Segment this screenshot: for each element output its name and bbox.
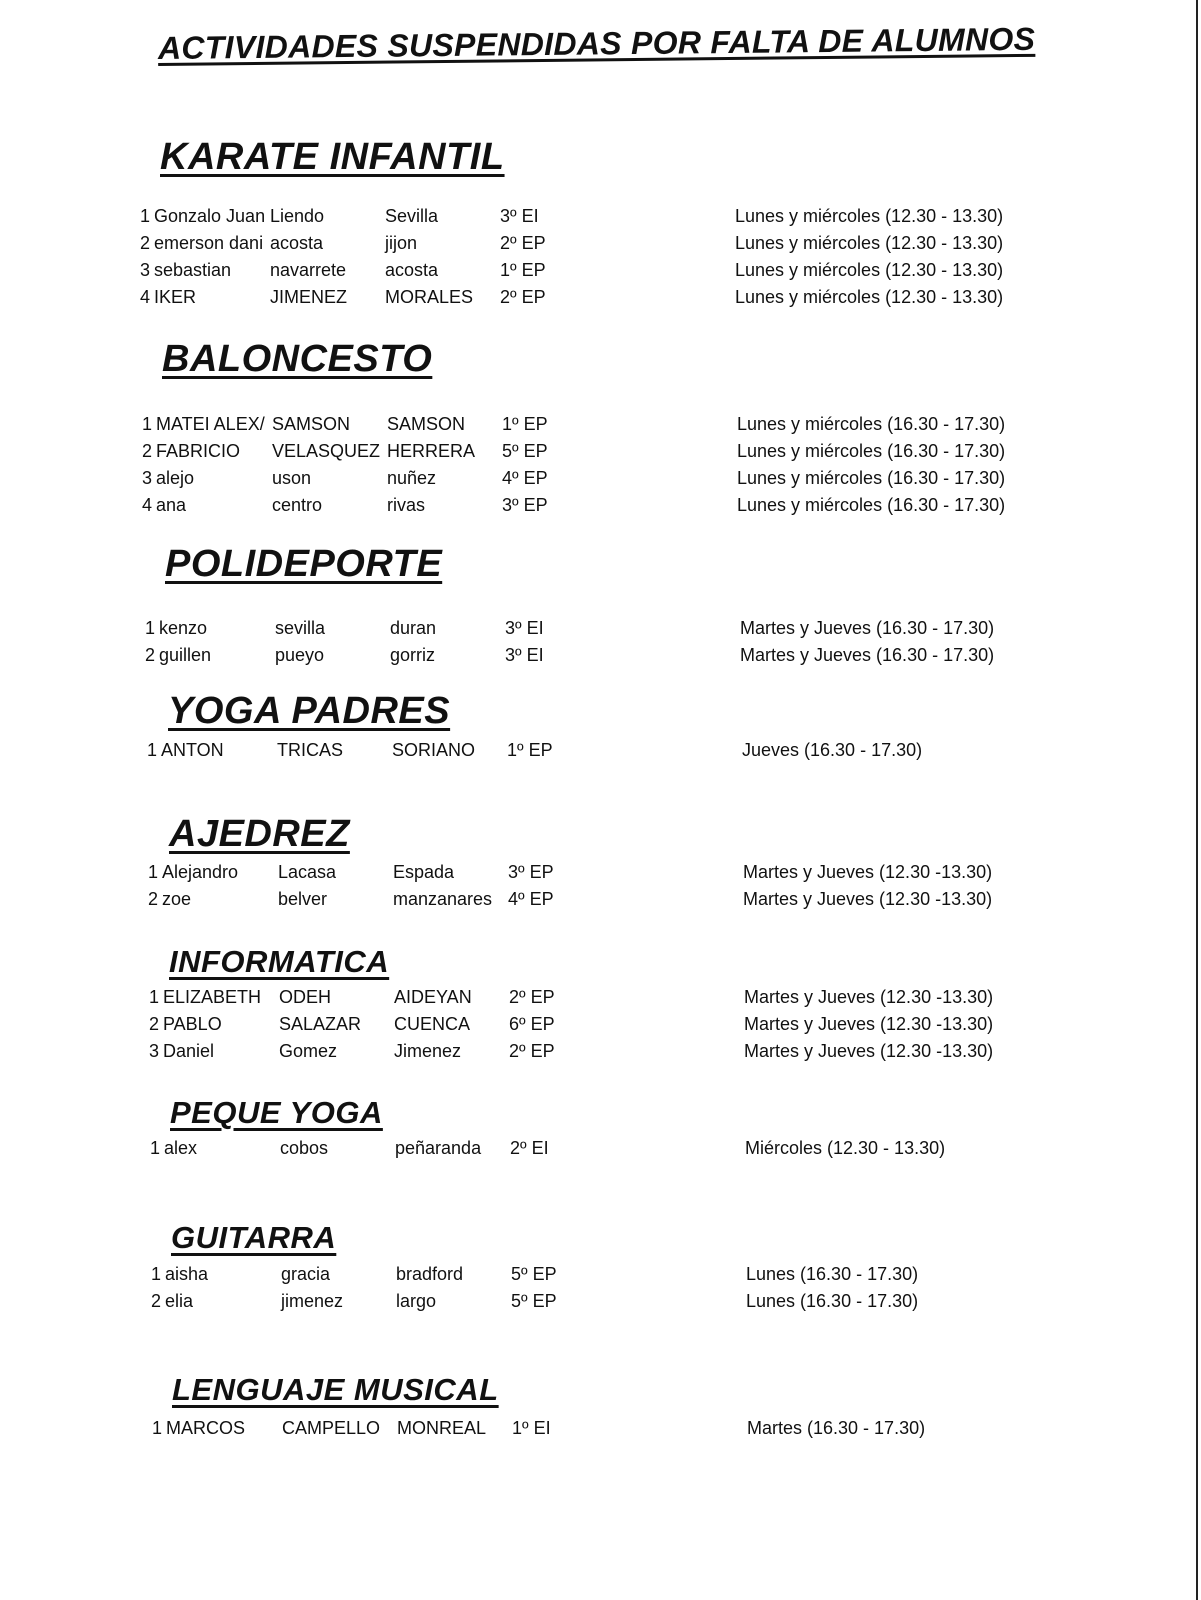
- cell-course: 3º EP: [502, 495, 548, 515]
- cell-n: 2: [149, 1014, 160, 1034]
- cell-schedule: Martes y Jueves (12.30 -13.30): [743, 862, 993, 882]
- cell-schedule: Martes y Jueves (16.30 - 17.30): [740, 618, 995, 638]
- cell-n: 1: [151, 1264, 162, 1284]
- cell-last2: SORIANO: [392, 740, 476, 760]
- cell-first: IKER: [154, 287, 197, 307]
- section-title: KARATE INFANTIL: [160, 136, 505, 178]
- cell-schedule: Jueves (16.30 - 17.30): [742, 740, 923, 760]
- cell-first: Daniel: [163, 1041, 215, 1061]
- student-row: [145, 618, 1045, 645]
- section-title: PEQUE YOGA: [170, 1095, 383, 1130]
- cell-course: 1º EP: [507, 740, 553, 760]
- cell-first: MATEI ALEX/: [156, 414, 265, 434]
- cell-schedule: Lunes y miércoles (16.30 - 17.30): [737, 495, 1006, 515]
- cell-last1: centro: [272, 495, 323, 515]
- cell-first: MARCOS: [166, 1418, 246, 1438]
- cell-course: 1º EI: [512, 1418, 551, 1438]
- cell-last2: SAMSON: [387, 414, 466, 434]
- cell-last1: SALAZAR: [279, 1014, 362, 1034]
- cell-last1: sevilla: [275, 618, 326, 638]
- cell-n: 3: [140, 260, 151, 280]
- cell-last2: HERRERA: [387, 441, 476, 461]
- student-list: [152, 1418, 1052, 1445]
- cell-first: guillen: [159, 645, 212, 665]
- student-row: [140, 233, 1040, 260]
- cell-schedule: Martes (16.30 - 17.30): [747, 1418, 926, 1438]
- cell-course: 6º EP: [509, 1014, 555, 1034]
- scan-edge: [1196, 0, 1198, 1600]
- cell-last2: peñaranda: [395, 1138, 482, 1158]
- cell-schedule: Lunes (16.30 - 17.30): [746, 1264, 919, 1284]
- cell-course: 2º EP: [509, 1041, 555, 1061]
- student-row: [142, 495, 1042, 522]
- cell-n: 3: [142, 468, 153, 488]
- student-row: [142, 441, 1042, 468]
- cell-last1: uson: [272, 468, 312, 488]
- cell-first: alejo: [156, 468, 195, 488]
- cell-last2: nuñez: [387, 468, 437, 488]
- cell-last1: JIMENEZ: [270, 287, 348, 307]
- cell-last1: cobos: [280, 1138, 329, 1158]
- cell-last2: Espada: [393, 862, 455, 882]
- cell-first: kenzo: [159, 618, 208, 638]
- cell-last2: AIDEYAN: [394, 987, 472, 1007]
- cell-last2: manzanares: [393, 889, 493, 909]
- cell-schedule: Martes y Jueves (12.30 -13.30): [744, 1041, 994, 1061]
- cell-last1: acosta: [270, 233, 324, 253]
- student-list: [142, 414, 1042, 522]
- cell-n: 1: [140, 206, 151, 226]
- section-title: BALONCESTO: [162, 338, 433, 380]
- cell-last1: CAMPELLO: [282, 1418, 381, 1438]
- cell-first: aisha: [165, 1264, 209, 1284]
- cell-schedule: Martes y Jueves (12.30 -13.30): [744, 1014, 994, 1034]
- cell-first: Alejandro: [162, 862, 239, 882]
- cell-course: 3º EI: [505, 645, 544, 665]
- cell-course: 2º EP: [500, 233, 546, 253]
- cell-schedule: Martes y Jueves (16.30 - 17.30): [740, 645, 995, 665]
- cell-first: ana: [156, 495, 187, 515]
- student-row: [149, 987, 1049, 1014]
- cell-schedule: Lunes y miércoles (16.30 - 17.30): [737, 468, 1006, 488]
- section-title: INFORMATICA: [169, 944, 390, 979]
- section-title: POLIDEPORTE: [165, 543, 443, 585]
- student-row: [151, 1264, 1051, 1291]
- cell-schedule: Lunes (16.30 - 17.30): [746, 1291, 919, 1311]
- cell-schedule: Lunes y miércoles (12.30 - 13.30): [735, 233, 1004, 253]
- cell-course: 4º EP: [508, 889, 554, 909]
- cell-course: 2º EI: [510, 1138, 549, 1158]
- cell-last2: gorriz: [390, 645, 436, 665]
- cell-n: 1: [149, 987, 160, 1007]
- student-row: [140, 287, 1040, 314]
- cell-first: alex: [164, 1138, 198, 1158]
- student-row: [149, 1041, 1049, 1068]
- cell-first: PABLO: [163, 1014, 222, 1034]
- cell-last1: ODEH: [279, 987, 332, 1007]
- cell-n: 2: [145, 645, 156, 665]
- section-title: YOGA PADRES: [168, 690, 451, 732]
- cell-course: 3º EI: [505, 618, 544, 638]
- cell-last2: duran: [390, 618, 437, 638]
- cell-course: 5º EP: [511, 1264, 557, 1284]
- cell-last1: jimenez: [281, 1291, 344, 1311]
- student-row: [149, 1014, 1049, 1041]
- student-row: [145, 645, 1045, 672]
- student-row: [148, 889, 1048, 916]
- cell-first: Gonzalo Juan: [154, 206, 266, 226]
- cell-n: 1: [145, 618, 156, 638]
- section-title: GUITARRA: [171, 1220, 337, 1255]
- cell-n: 4: [140, 287, 151, 307]
- cell-n: 4: [142, 495, 153, 515]
- student-list: [149, 987, 1049, 1068]
- cell-last1: belver: [278, 889, 328, 909]
- cell-n: 3: [149, 1041, 160, 1061]
- cell-first: emerson dani: [154, 233, 264, 253]
- student-list: [148, 862, 1048, 916]
- cell-course: 5º EP: [511, 1291, 557, 1311]
- cell-course: 4º EP: [502, 468, 548, 488]
- student-row: [140, 206, 1040, 233]
- cell-course: 3º EI: [500, 206, 539, 226]
- student-row: [142, 468, 1042, 495]
- cell-last2: largo: [396, 1291, 437, 1311]
- cell-schedule: Lunes y miércoles (12.30 - 13.30): [735, 260, 1004, 280]
- cell-last2: Sevilla: [385, 206, 439, 226]
- student-list: [151, 1264, 1051, 1318]
- cell-n: 2: [151, 1291, 162, 1311]
- cell-last1: Gomez: [279, 1041, 338, 1061]
- student-row: [151, 1291, 1051, 1318]
- cell-schedule: Martes y Jueves (12.30 -13.30): [743, 889, 993, 909]
- student-row: [152, 1418, 1052, 1445]
- cell-course: 2º EP: [509, 987, 555, 1007]
- cell-n: 1: [148, 862, 159, 882]
- student-list: [145, 618, 1045, 672]
- cell-last1: SAMSON: [272, 414, 351, 434]
- cell-course: 2º EP: [500, 287, 546, 307]
- cell-schedule: Miércoles (12.30 - 13.30): [745, 1138, 946, 1158]
- section-title: LENGUAJE MUSICAL: [172, 1372, 499, 1407]
- cell-n: 2: [140, 233, 151, 253]
- cell-last2: rivas: [387, 495, 426, 515]
- cell-course: 5º EP: [502, 441, 548, 461]
- cell-last1: VELASQUEZ: [272, 441, 381, 461]
- cell-last2: Jimenez: [394, 1041, 462, 1061]
- cell-last1: navarrete: [270, 260, 347, 280]
- document-title: ACTIVIDADES SUSPENDIDAS POR FALTA DE ALUMNOS: [157, 20, 1036, 66]
- cell-last2: jijon: [385, 233, 418, 253]
- cell-first: elia: [165, 1291, 194, 1311]
- cell-first: zoe: [162, 889, 192, 909]
- cell-first: FABRICIO: [156, 441, 241, 461]
- student-list: [140, 206, 1040, 314]
- cell-n: 1: [150, 1138, 161, 1158]
- cell-course: 1º EP: [502, 414, 548, 434]
- cell-last2: CUENCA: [394, 1014, 471, 1034]
- cell-course: 1º EP: [500, 260, 546, 280]
- cell-schedule: Lunes y miércoles (12.30 - 13.30): [735, 206, 1004, 226]
- cell-first: sebastian: [154, 260, 232, 280]
- student-list: [147, 740, 1047, 767]
- cell-last2: acosta: [385, 260, 439, 280]
- cell-last1: gracia: [281, 1264, 331, 1284]
- student-row: [150, 1138, 1050, 1165]
- cell-last1: Liendo: [270, 206, 325, 226]
- cell-first: ANTON: [161, 740, 224, 760]
- student-row: [142, 414, 1042, 441]
- cell-last1: pueyo: [275, 645, 325, 665]
- student-list: [150, 1138, 1050, 1165]
- cell-schedule: Lunes y miércoles (16.30 - 17.30): [737, 414, 1006, 434]
- cell-n: 1: [152, 1418, 163, 1438]
- cell-first: ELIZABETH: [163, 987, 262, 1007]
- student-row: [140, 260, 1040, 287]
- cell-last1: Lacasa: [278, 862, 337, 882]
- cell-schedule: Lunes y miércoles (16.30 - 17.30): [737, 441, 1006, 461]
- cell-n: 1: [142, 414, 153, 434]
- student-row: [148, 862, 1048, 889]
- cell-schedule: Martes y Jueves (12.30 -13.30): [744, 987, 994, 1007]
- cell-last2: MONREAL: [397, 1418, 487, 1438]
- cell-n: 1: [147, 740, 158, 760]
- cell-last2: MORALES: [385, 287, 474, 307]
- cell-last1: TRICAS: [277, 740, 344, 760]
- section-title: AJEDREZ: [169, 813, 350, 855]
- cell-schedule: Lunes y miércoles (12.30 - 13.30): [735, 287, 1004, 307]
- student-row: [147, 740, 1047, 767]
- cell-n: 2: [148, 889, 159, 909]
- cell-course: 3º EP: [508, 862, 554, 882]
- cell-n: 2: [142, 441, 153, 461]
- cell-last2: bradford: [396, 1264, 464, 1284]
